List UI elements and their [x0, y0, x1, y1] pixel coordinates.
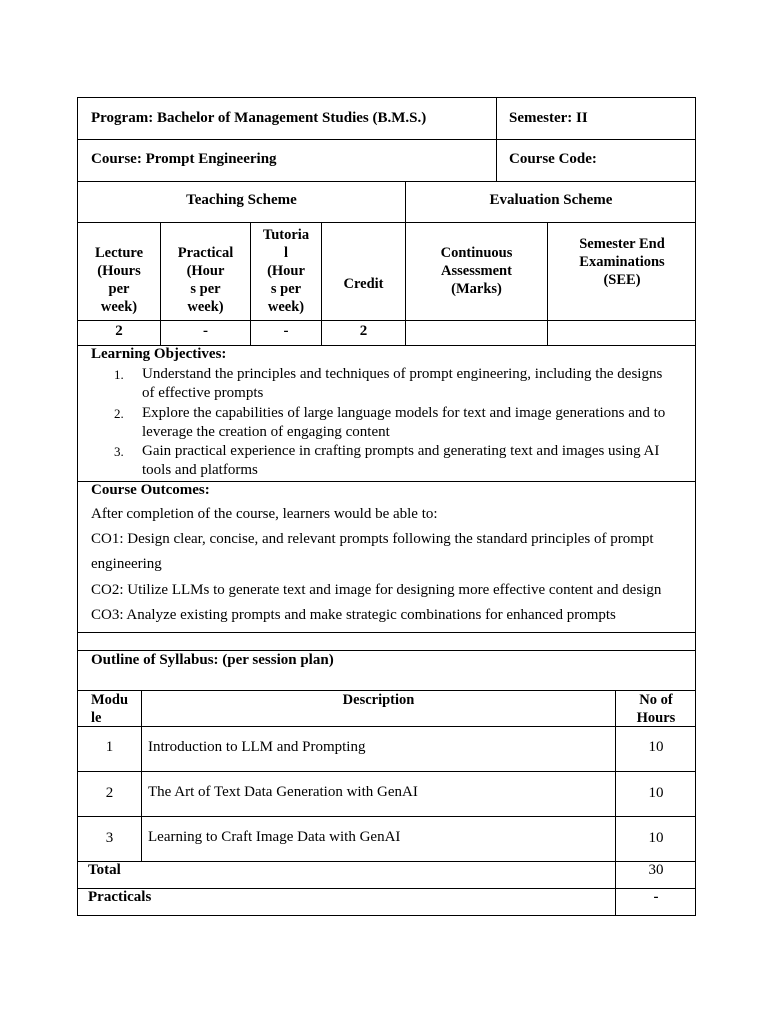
tutorial-value: - — [283, 323, 289, 339]
objective-text: leverage the creation of engaging content — [142, 423, 390, 440]
divider — [496, 140, 497, 181]
header-line: week) — [267, 299, 305, 315]
table-row — [77, 817, 696, 862]
scheme-values-row — [77, 321, 696, 346]
description-header: Description — [342, 692, 415, 708]
learning-objectives-section — [77, 346, 696, 482]
module-description: The Art of Text Data Generation with GenAI — [148, 784, 418, 800]
total-value: 30 — [648, 862, 664, 878]
course-syllabus-table — [77, 97, 696, 916]
practicals-label: Practicals — [88, 889, 152, 905]
header-line: No of — [639, 692, 673, 708]
see-header — [548, 235, 696, 320]
header-line: (Hour — [267, 263, 305, 279]
outcome-co1: CO1: Design clear, concise, and relevant prompts following the standard principles of prompt — [91, 531, 654, 547]
divider — [496, 98, 497, 139]
practicals-value: - — [653, 889, 659, 905]
outcome-co1-cont: engineering — [91, 556, 162, 572]
objective-number: 2. — [114, 405, 124, 421]
header-line: (Hour — [186, 263, 225, 279]
practicals-row — [77, 889, 696, 916]
list-item — [78, 404, 687, 443]
module-description: Introduction to LLM and Prompting — [148, 739, 366, 755]
lecture-header — [78, 244, 160, 320]
objective-text: Gain practical experience in crafting prompts and generating text and images using AI — [142, 443, 660, 460]
module-hours: 10 — [648, 739, 664, 755]
divider — [141, 817, 142, 861]
course-label: Course: Prompt Engineering — [91, 151, 277, 167]
header-line: le — [91, 710, 102, 726]
teaching-scheme-title: Teaching Scheme — [186, 192, 297, 208]
module-hours: 10 — [648, 785, 664, 801]
objective-text: Explore the capabilities of large language models for text and image generations and to — [142, 404, 666, 421]
list-item — [78, 365, 687, 404]
header-line: Continuous — [440, 245, 513, 261]
header-line: (Marks) — [451, 281, 502, 297]
header-line: Semester End — [579, 236, 665, 252]
header-line: Modu — [91, 692, 129, 708]
credit-header: Credit — [343, 276, 384, 292]
practical-value: - — [203, 323, 208, 339]
divider — [141, 772, 142, 816]
continuous-assessment-header — [406, 244, 547, 320]
objective-text: Understand the principles and techniques of prompt engineering, including the designs — [142, 366, 663, 382]
header-line: per — [108, 281, 130, 297]
outcome-co2: CO2: Utilize LLMs to generate text and image for designing more effective content and design — [91, 582, 662, 598]
header-line: Examinations — [579, 254, 665, 270]
outcomes-intro: After completion of the course, learners would be able to: — [91, 506, 438, 522]
header-line: Assessment — [441, 263, 512, 279]
header-line: (SEE) — [603, 272, 641, 288]
table-row — [77, 772, 696, 817]
evaluation-scheme-title: Evaluation Scheme — [489, 192, 613, 208]
header-line: Tutoria — [262, 227, 310, 243]
program-row — [77, 97, 696, 140]
syllabus-title: Outline of Syllabus: (per session plan) — [91, 652, 334, 668]
module-number: 1 — [105, 739, 114, 755]
outcome-co3: CO3: Analyze existing prompts and make strategic combinations for enhanced prompts — [91, 607, 616, 623]
spacer-row — [77, 633, 696, 651]
module-header — [78, 691, 141, 726]
table-row — [77, 727, 696, 772]
header-line: s per — [190, 281, 221, 297]
divider — [141, 727, 142, 771]
objective-text: of effective prompts — [142, 385, 264, 402]
learning-objectives-title: Learning Objectives: — [91, 346, 227, 362]
hours-header — [616, 691, 696, 726]
list-item — [78, 442, 687, 481]
header-line: l — [283, 245, 289, 261]
course-outcomes-title: Course Outcomes: — [91, 482, 210, 498]
module-hours: 10 — [648, 830, 664, 846]
program-label: Program: Bachelor of Management Studies (B.M.S.) — [91, 110, 427, 126]
course-code-label: Course Code: — [509, 151, 597, 167]
objective-text: tools and platforms — [142, 462, 258, 479]
header-line: week) — [187, 299, 224, 315]
objective-number: 1. — [114, 367, 124, 382]
header-line: Practical — [177, 245, 234, 261]
credit-value: 2 — [359, 323, 368, 339]
see-value — [548, 323, 696, 345]
scheme-title-row — [77, 182, 696, 223]
course-row — [77, 140, 696, 182]
header-line: week) — [100, 299, 138, 315]
syllabus-header-row — [77, 691, 696, 727]
header-line: s per — [270, 281, 302, 297]
syllabus-title-row — [77, 651, 696, 691]
objectives-list — [78, 365, 687, 481]
continuous-value — [406, 323, 547, 345]
course-outcomes-section — [77, 482, 696, 633]
objective-number: 3. — [114, 444, 124, 460]
practical-header — [161, 244, 250, 320]
total-row — [77, 862, 696, 889]
module-number: 2 — [105, 785, 114, 801]
scheme-header-row — [77, 223, 696, 321]
semester-label: Semester: II — [509, 110, 588, 126]
module-number: 3 — [105, 830, 114, 846]
module-description: Learning to Craft Image Data with GenAI — [148, 829, 401, 845]
lecture-value: 2 — [115, 323, 123, 339]
header-line: Hours — [636, 710, 676, 726]
header-line: Lecture — [94, 245, 144, 261]
tutorial-header — [251, 226, 321, 320]
total-label: Total — [88, 862, 121, 878]
header-line: (Hours — [97, 263, 141, 279]
